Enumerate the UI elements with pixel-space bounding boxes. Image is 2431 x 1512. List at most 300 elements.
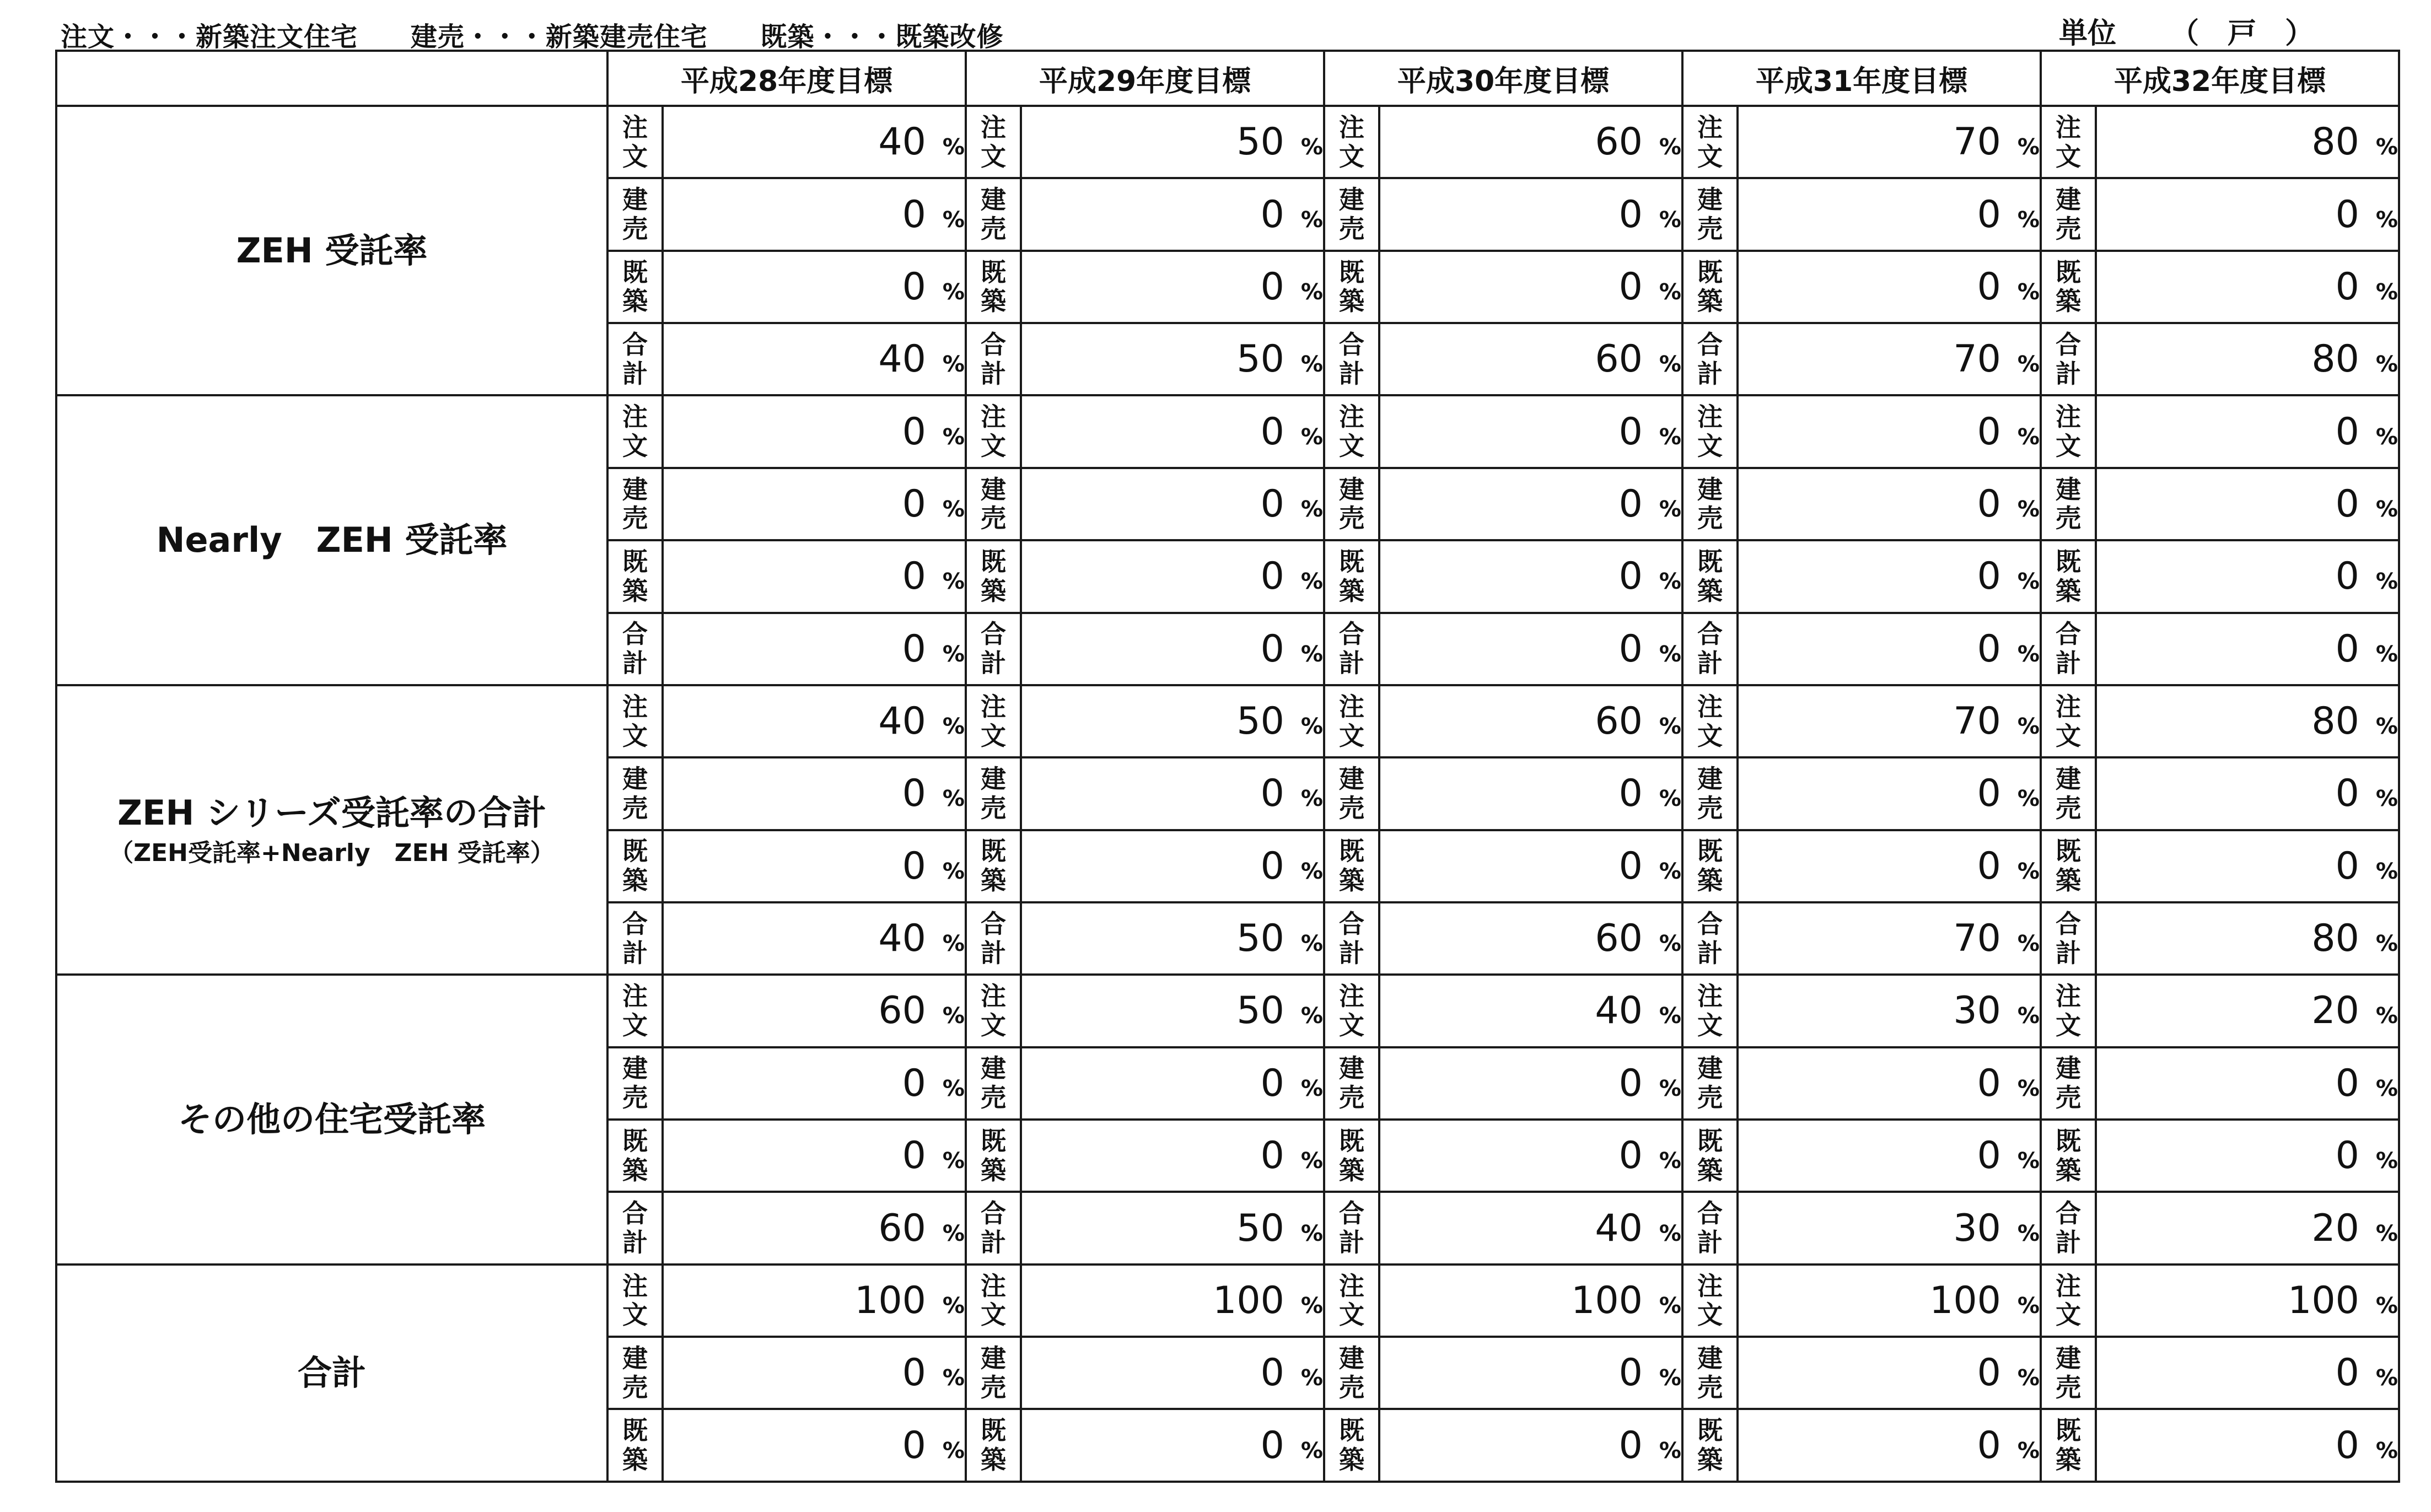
row-label-char: 建 [981,474,1006,504]
value-cell [1738,1409,2041,1482]
category-subtitle: （ZEH受託率+Nearly ZEH 受託率） [109,838,555,867]
value-number: 60 [1595,337,1643,381]
row-label-char: 合 [622,1198,648,1229]
row-label-char: 合 [1697,619,1723,649]
percent-sign: % [2017,496,2040,522]
value-cell [1738,1337,2041,1409]
row-label-cell [2041,395,2096,467]
row-label-char: 文 [2056,431,2081,461]
row-label-char: 文 [1697,720,1723,751]
row-label-char: 注 [622,691,648,722]
row-label-cell [1682,1192,1738,1264]
row-label-cell [966,975,1021,1047]
percent-sign: % [1300,1220,1323,1246]
row-label-char: 売 [1339,1372,1364,1402]
row-label-char: 注 [1697,981,1723,1011]
row-label-char: 注 [1339,112,1364,142]
value-number: 40 [878,917,926,961]
row-label-cell [966,1120,1021,1192]
row-label-cell [966,902,1021,975]
value-number: 0 [902,627,926,671]
row-label-char: 合 [622,908,648,939]
row-label-cell [2041,1120,2096,1192]
row-label-cell [1324,1337,1379,1409]
row-label-char: 文 [1339,1010,1364,1040]
row-label-cell [966,685,1021,757]
category-cell [56,395,607,685]
row-label-char: 注 [981,402,1006,432]
value-cell [1738,106,2041,178]
percent-sign: % [1659,786,1681,812]
percent-sign: % [942,931,965,957]
row-label-char: 建 [622,764,648,794]
percent-sign: % [1300,1438,1323,1463]
value-number: 0 [1977,265,2001,309]
value-number: 0 [902,844,926,888]
percent-sign: % [2017,1438,2040,1463]
target-table [55,50,2400,1483]
row-label-char: 注 [622,981,648,1011]
value-cell [1738,902,2041,975]
percent-sign: % [1659,641,1681,667]
row-label-cell [1682,106,1738,178]
row-label-char: 築 [622,575,648,606]
row-label-cell [966,323,1021,395]
row-label-cell [2041,613,2096,685]
value-cell [1021,106,1324,178]
percent-sign: % [1659,134,1681,160]
row-label-char: 計 [622,358,648,389]
value-number: 0 [1977,627,2001,671]
row-label-cell [2041,540,2096,612]
value-number: 0 [1977,844,2001,888]
value-number: 70 [1953,917,2001,961]
row-label-char: 既 [2056,546,2081,577]
percent-sign: % [942,1293,965,1319]
value-cell [1021,1265,1324,1337]
category-cell [56,685,607,975]
row-label-char: 建 [1339,1053,1364,1084]
value-number: 60 [878,989,926,1033]
value-cell [1021,757,1324,830]
value-number: 0 [1618,772,1643,816]
row-label-cell [2041,1192,2096,1264]
percent-sign: % [2375,931,2398,957]
percent-sign: % [2017,786,2040,812]
value-cell [663,757,966,830]
row-label-cell [966,1047,1021,1120]
percent-sign: % [942,1003,965,1029]
row-label-cell [1682,395,1738,467]
row-label-char: 計 [622,938,648,968]
value-number: 0 [1618,555,1643,599]
row-label-char: 売 [1339,503,1364,534]
percent-sign: % [942,569,965,595]
row-label-char: 既 [1697,257,1723,287]
row-label-char: 計 [2056,358,2081,389]
table-row [56,975,2399,1047]
percent-sign: % [1300,496,1323,522]
legend-note [61,15,1046,53]
percent-sign: % [2017,569,2040,595]
value-number: 50 [1236,699,1284,744]
row-label-char: 築 [2056,1445,2081,1475]
percent-sign: % [942,496,965,522]
row-label-cell [607,757,663,830]
row-label-char: 計 [981,648,1006,679]
value-cell [1738,757,2041,830]
row-label-char: 既 [1339,546,1364,577]
percent-sign: % [2375,714,2398,740]
percent-sign: % [1659,496,1681,522]
percent-sign: % [1659,1003,1681,1029]
value-number: 0 [1977,1134,2001,1178]
category-name: その他の住宅受託率 [178,1099,486,1140]
row-label-char: 既 [981,546,1006,577]
year-header: 平成28年度目標 [607,51,966,106]
percent-sign: % [2375,641,2398,667]
row-label-char: 計 [981,1228,1006,1258]
value-cell [1738,1265,2041,1337]
row-label-char: 売 [1339,1083,1364,1113]
value-cell [1021,613,1324,685]
row-label-char: 文 [1697,1300,1723,1330]
value-number: 0 [1260,1134,1284,1178]
value-cell [1379,178,1682,250]
percent-sign: % [2375,424,2398,450]
value-cell [1021,1047,1324,1120]
row-label-char: 売 [1339,793,1364,823]
row-label-char: 築 [622,286,648,316]
value-cell [2096,830,2399,902]
value-number: 40 [878,120,926,164]
percent-sign: % [1300,207,1323,233]
percent-sign: % [1300,1365,1323,1391]
row-label-char: 売 [1697,503,1723,534]
value-number: 100 [1929,1278,2001,1322]
value-cell [2096,1120,2399,1192]
row-label-char: 築 [2056,865,2081,896]
value-number: 30 [1953,1206,2001,1250]
value-number: 0 [1618,1061,1643,1105]
row-label-char: 建 [1697,1053,1723,1084]
row-label-char: 計 [1697,938,1723,968]
row-label-cell [1682,1265,1738,1337]
percent-sign: % [1659,1148,1681,1174]
row-label-char: 合 [2056,908,2081,939]
category-name: ZEH シリーズ受託率の合計 [117,793,546,833]
value-cell [1021,975,1324,1047]
row-label-char: 築 [981,286,1006,316]
value-cell [1379,1337,1682,1409]
percent-sign: % [1659,207,1681,233]
row-label-char: 建 [1339,1343,1364,1373]
value-cell [1379,613,1682,685]
row-label-cell [966,468,1021,540]
value-number: 0 [2335,555,2359,599]
value-cell [2096,178,2399,250]
unit-label [2059,10,2314,51]
row-label-cell [1324,975,1379,1047]
value-cell [1738,1120,2041,1192]
percent-sign: % [2375,207,2398,233]
percent-sign: % [942,1220,965,1246]
row-label-char: 既 [1697,1416,1723,1446]
value-number: 0 [2335,772,2359,816]
row-label-char: 文 [981,431,1006,461]
row-label-char: 注 [981,1271,1006,1301]
value-number: 0 [1260,410,1284,454]
row-label-char: 合 [622,619,648,649]
row-label-char: 築 [1339,865,1364,896]
value-number: 40 [878,337,926,381]
table-row [56,395,2399,467]
value-number: 50 [1236,337,1284,381]
value-cell [1021,1120,1324,1192]
row-label-char: 文 [1697,1010,1723,1040]
value-cell [1021,395,1324,467]
value-cell [1021,251,1324,323]
row-label-char: 合 [1339,1198,1364,1229]
row-label-char: 築 [1697,286,1723,316]
percent-sign: % [1659,1220,1681,1246]
row-label-char: 計 [2056,938,2081,968]
percent-sign: % [2017,714,2040,740]
row-label-char: 計 [1339,648,1364,679]
row-label-char: 築 [1339,286,1364,316]
table-row [56,106,2399,178]
row-label-char: 築 [2056,575,2081,606]
value-cell [2096,613,2399,685]
value-number: 0 [1977,1423,2001,1467]
category-cell [56,975,607,1264]
value-cell [663,395,966,467]
percent-sign: % [1300,786,1323,812]
row-label-char: 合 [981,908,1006,939]
category-name: 合計 [297,1353,366,1393]
row-label-cell [1682,1120,1738,1192]
row-label-cell [607,540,663,612]
row-label-char: 売 [2056,214,2081,244]
value-cell [1379,902,1682,975]
percent-sign: % [2375,1220,2398,1246]
row-label-cell [607,251,663,323]
value-number: 0 [902,1061,926,1105]
row-label-char: 建 [622,1053,648,1084]
row-label-char: 売 [981,503,1006,534]
row-label-cell [1324,1120,1379,1192]
value-cell [663,323,966,395]
percent-sign: % [2375,1438,2398,1463]
percent-sign: % [2375,1365,2398,1391]
row-label-char: 築 [622,1155,648,1185]
row-label-char: 既 [1339,1416,1364,1446]
value-number: 20 [2311,989,2359,1033]
value-cell [663,106,966,178]
row-label-char: 計 [1697,648,1723,679]
value-number: 0 [1618,265,1643,309]
row-label-cell [2041,1047,2096,1120]
row-label-cell [2041,830,2096,902]
row-label-char: 注 [1697,1271,1723,1301]
value-cell [663,540,966,612]
value-number: 0 [1260,1351,1284,1395]
row-label-char: 文 [2056,141,2081,171]
row-label-char: 計 [622,648,648,679]
row-label-char: 合 [981,1198,1006,1229]
row-label-char: 既 [981,257,1006,287]
value-number: 0 [902,192,926,236]
value-number: 0 [2335,844,2359,888]
row-label-cell [1324,468,1379,540]
row-label-cell [607,975,663,1047]
row-label-char: 合 [1339,908,1364,939]
value-number: 0 [2335,1061,2359,1105]
row-label-char: 売 [622,503,648,534]
row-label-cell [607,178,663,250]
row-label-cell [607,613,663,685]
value-cell [1738,975,2041,1047]
row-label-char: 合 [1697,1198,1723,1229]
value-number: 40 [1595,1206,1643,1250]
row-label-cell [1682,323,1738,395]
value-cell [2096,1047,2399,1120]
row-label-char: 既 [1697,546,1723,577]
row-label-char: 注 [1339,981,1364,1011]
row-label-char: 売 [981,214,1006,244]
percent-sign: % [1659,279,1681,305]
value-number: 0 [902,1134,926,1178]
value-cell [1021,902,1324,975]
row-label-char: 築 [981,575,1006,606]
value-cell [1379,1409,1682,1482]
value-number: 70 [1953,120,2001,164]
note-kichiku: 既築・・・既築改修 [760,21,1004,52]
value-cell [2096,757,2399,830]
value-number: 0 [902,1351,926,1395]
value-number: 0 [1977,555,2001,599]
row-label-char: 注 [2056,112,2081,142]
row-label-cell [1324,395,1379,467]
row-label-char: 計 [622,1228,648,1258]
row-label-char: 既 [622,257,648,287]
row-label-char: 文 [1697,431,1723,461]
row-label-cell [607,395,663,467]
row-label-char: 築 [1697,1445,1723,1475]
percent-sign: % [2017,931,2040,957]
row-label-cell [1324,613,1379,685]
row-label-cell [607,685,663,757]
row-label-cell [966,1409,1021,1482]
value-number: 70 [1953,337,2001,381]
row-label-char: 築 [1339,575,1364,606]
row-label-char: 建 [981,1343,1006,1373]
corner-cell [56,51,607,106]
value-cell [663,975,966,1047]
row-label-cell [1682,1047,1738,1120]
row-label-cell [1324,178,1379,250]
row-label-char: 建 [622,474,648,504]
row-label-cell [1324,1192,1379,1264]
value-cell [2096,1265,2399,1337]
row-label-char: 売 [981,1083,1006,1113]
row-label-cell [966,1337,1021,1409]
row-label-char: 既 [622,1416,648,1446]
row-label-cell [2041,975,2096,1047]
value-cell [1738,1047,2041,1120]
value-number: 0 [1977,410,2001,454]
row-label-cell [1324,830,1379,902]
percent-sign: % [2017,279,2040,305]
value-cell [1379,540,1682,612]
value-number: 100 [854,1278,926,1322]
percent-sign: % [1300,714,1323,740]
value-cell [1738,540,2041,612]
value-number: 50 [1236,989,1284,1033]
value-number: 0 [1260,627,1284,671]
unit-label-text: 単位 [2059,17,2117,50]
row-label-char: 計 [1339,1228,1364,1258]
row-label-cell [1682,468,1738,540]
year-header: 平成31年度目標 [1682,51,2041,106]
row-label-char: 計 [1339,938,1364,968]
row-label-char: 注 [2056,691,2081,722]
percent-sign: % [1300,1075,1323,1101]
row-label-char: 文 [1697,141,1723,171]
row-label-char: 注 [622,1271,648,1301]
value-cell [1738,1192,2041,1264]
percent-sign: % [2017,352,2040,378]
value-number: 0 [1618,1423,1643,1467]
value-cell [1738,830,2041,902]
row-label-cell [966,540,1021,612]
value-number: 0 [1260,482,1284,526]
row-label-cell [607,830,663,902]
value-number: 0 [1618,844,1643,888]
row-label-char: 注 [981,112,1006,142]
value-cell [2096,685,2399,757]
value-cell [1738,613,2041,685]
row-label-char: 注 [622,402,648,432]
row-label-char: 注 [622,112,648,142]
category-cell [56,106,607,395]
row-label-char: 既 [981,1416,1006,1446]
header-row [56,51,2399,106]
row-label-char: 売 [1339,214,1364,244]
value-cell [1379,975,1682,1047]
value-cell [663,902,966,975]
year-header: 平成29年度目標 [966,51,1324,106]
row-label-char: 計 [1697,358,1723,389]
value-cell [1021,468,1324,540]
value-number: 0 [2335,265,2359,309]
row-label-char: 建 [2056,1053,2081,1084]
row-label-char: 建 [981,185,1006,215]
row-label-cell [607,468,663,540]
row-label-cell [1682,1337,1738,1409]
percent-sign: % [2017,424,2040,450]
percent-sign: % [1300,352,1323,378]
value-number: 0 [1260,844,1284,888]
value-number: 80 [2311,699,2359,744]
row-label-cell [966,178,1021,250]
value-number: 0 [2335,1423,2359,1467]
row-label-char: 建 [1339,185,1364,215]
row-label-cell [2041,902,2096,975]
value-cell [1021,1337,1324,1409]
value-cell [1738,251,2041,323]
percent-sign: % [1659,1075,1681,1101]
